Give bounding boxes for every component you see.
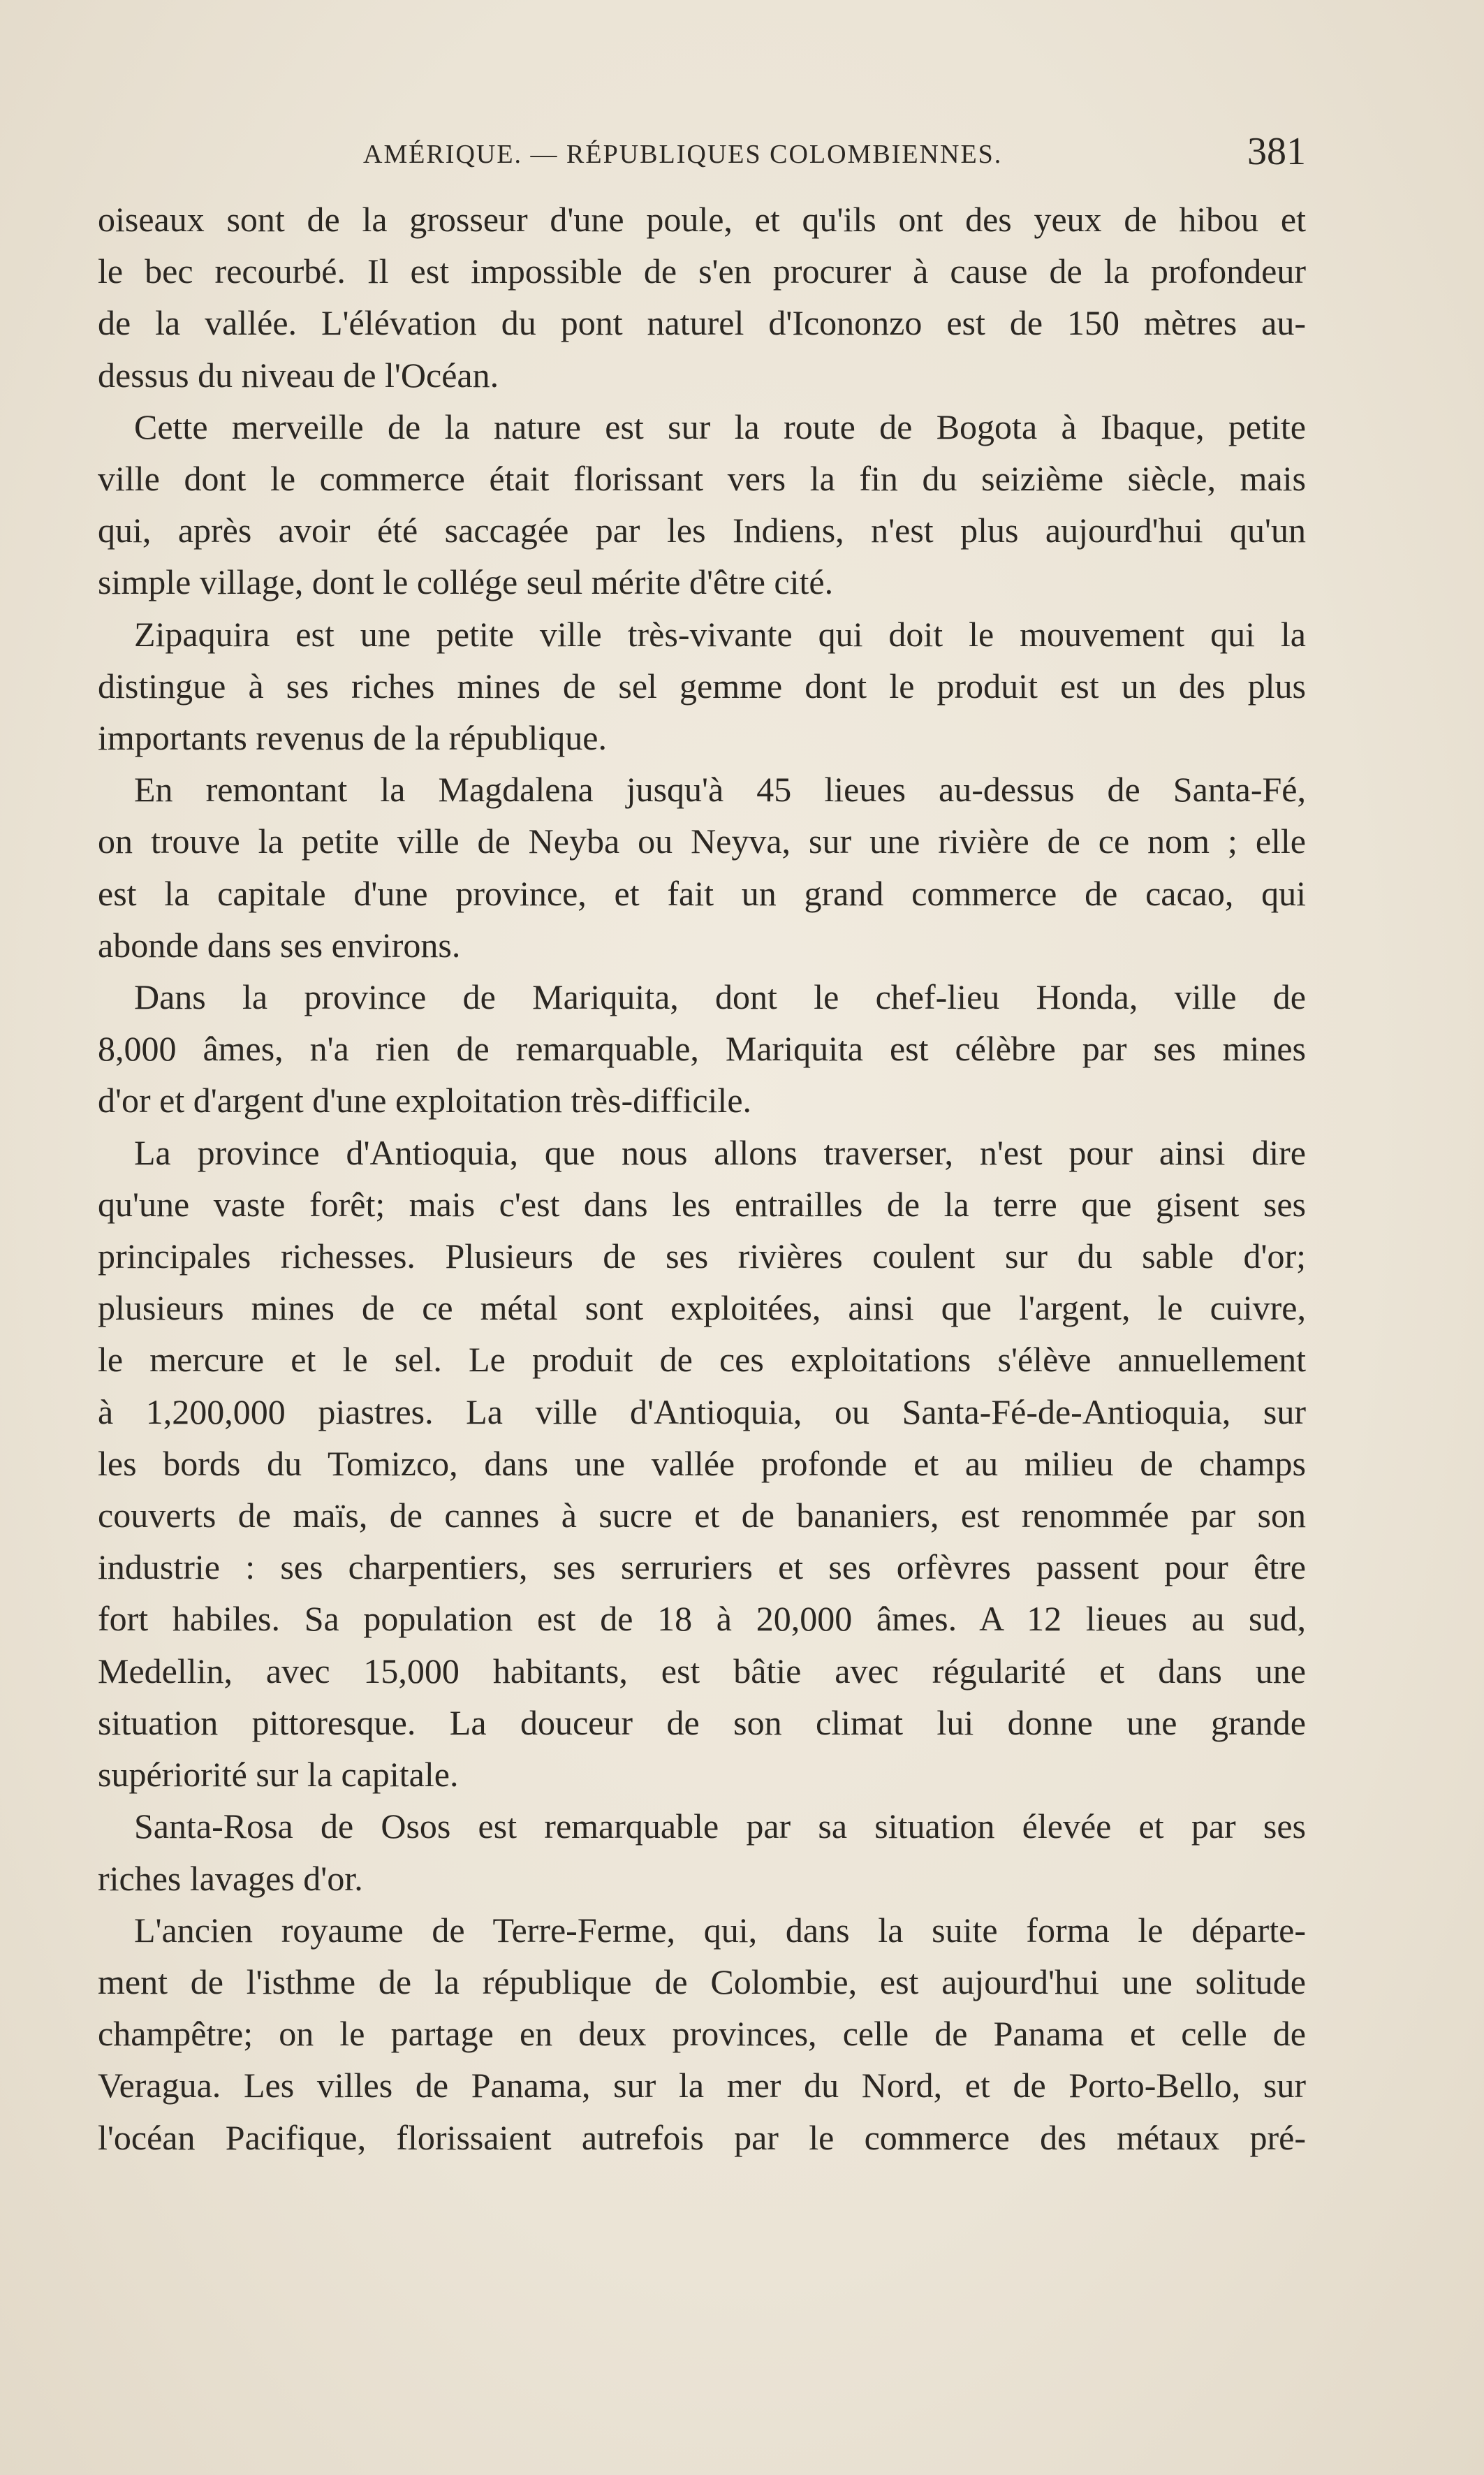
paragraph <box>98 1800 1306 1904</box>
text-line: importants revenus de la république. <box>98 718 607 758</box>
text-line: l'océan Pacifique, florissaient autrefois par le commerce des métaux pré- <box>98 2117 1306 2157</box>
text-line: En remontant la Magdalena jusqu'à 45 lieues au-dessus de Santa-Fé, <box>134 770 1306 810</box>
paragraph <box>98 971 1306 1127</box>
text-line: Dans la province de Mariquita, dont le chef-lieu Honda, ville de <box>134 977 1306 1017</box>
text-line: est la capitale d'une province, et fait un grand commerce de cacao, qui <box>98 873 1306 913</box>
text-line: champêtre; on le partage en deux provinces, celle de Panama et celle de <box>98 2014 1306 2054</box>
page-header <box>98 129 1306 178</box>
text-line: d'or et d'argent d'une exploitation très-difficile. <box>98 1081 752 1120</box>
text-line: distingue à ses riches mines de sel gemme dont le produit est un des plus <box>98 666 1306 706</box>
text-line: à 1,200,000 piastres. La ville d'Antioquia, ou Santa-Fé-de-Antioquia, sur <box>98 1392 1306 1431</box>
text-line: industrie : ses charpentiers, ses serruriers et ses orfèvres passent pour être <box>98 1547 1306 1587</box>
text-line: riches lavages d'or. <box>98 1858 363 1898</box>
text-line: simple village, dont le collége seul mérite d'être cité. <box>98 562 834 602</box>
text-line: ville dont le commerce était florissant vers la fin du seizième siècle, mais <box>98 459 1306 499</box>
text-line: oiseaux sont de la grosseur d'une poule, et qu'ils ont des yeux de hibou et <box>98 200 1306 239</box>
paragraph <box>98 608 1306 764</box>
paragraph <box>98 764 1306 971</box>
text-line: situation pittoresque. La douceur de son climat lui donne une grande <box>98 1702 1306 1742</box>
text-line: plusieurs mines de ce métal sont exploitées, ainsi que l'argent, le cuivre, <box>98 1288 1306 1328</box>
text-line: dessus du niveau de l'Océan. <box>98 355 499 395</box>
text-line: Zipaquira est une petite ville très-vivante qui doit le mouvement qui la <box>134 614 1306 654</box>
text-line: qui, après avoir été saccagée par les Indiens, n'est plus aujourd'hui qu'un <box>98 511 1306 550</box>
body-text <box>98 194 1306 2163</box>
text-line: ment de l'isthme de la république de Colombie, est aujourd'hui une solitude <box>98 1962 1306 2001</box>
text-line: le mercure et le sel. Le produit de ces exploitations s'élève annuellement <box>98 1340 1306 1380</box>
text-line: L'ancien royaume de Terre-Ferme, qui, dans la suite forma le départe- <box>134 1910 1306 1950</box>
text-line: les bords du Tomizco, dans une vallée profonde et au milieu de champs <box>98 1443 1306 1483</box>
text-line: La province d'Antioquia, que nous allons traverser, n'est pour ainsi dire <box>134 1132 1306 1172</box>
paragraph <box>98 1904 1306 2163</box>
text-line: de la vallée. L'élévation du pont naturel d'Icononzo est de 150 mètres au- <box>98 303 1306 343</box>
running-head: AMÉRIQUE. — RÉPUBLIQUES COLOMBIENNES. <box>363 140 1003 169</box>
text-line: Santa-Rosa de Osos est remarquable par sa situation élevée et par ses <box>134 1806 1306 1846</box>
paragraph <box>98 194 1306 401</box>
text-line: on trouve la petite ville de Neyba ou Neyva, sur une rivière de ce nom ; elle <box>98 822 1306 861</box>
paragraph <box>98 401 1306 608</box>
text-line: supériorité sur la capitale. <box>98 1755 459 1795</box>
text-line: Cette merveille de la nature est sur la route de Bogota à Ibaque, petite <box>134 407 1306 446</box>
text-line: fort habiles. Sa population est de 18 à 20,000 âmes. A 12 lieues au sud, <box>98 1599 1306 1639</box>
paragraph <box>98 1127 1306 1801</box>
text-line: abonde dans ses environs. <box>98 925 461 965</box>
text-line: 8,000 âmes, n'a rien de remarquable, Mariquita est célèbre par ses mines <box>98 1029 1306 1069</box>
text-line: principales richesses. Plusieurs de ses rivières coulent sur du sable d'or; <box>98 1236 1306 1276</box>
text-line: qu'une vaste forêt; mais c'est dans les entrailles de la terre que gisent ses <box>98 1184 1306 1224</box>
text-line: le bec recourbé. Il est impossible de s'en procurer à cause de la profondeur <box>98 251 1306 291</box>
text-line: Medellin, avec 15,000 habitants, est bâtie avec régularité et dans une <box>98 1651 1306 1691</box>
page-number: 381 <box>1247 130 1306 173</box>
text-line: couverts de maïs, de cannes à sucre et de bananiers, est renommée par son <box>98 1496 1306 1535</box>
text-line: Veragua. Les villes de Panama, sur la mer du Nord, et de Porto-Bello, sur <box>98 2066 1306 2105</box>
